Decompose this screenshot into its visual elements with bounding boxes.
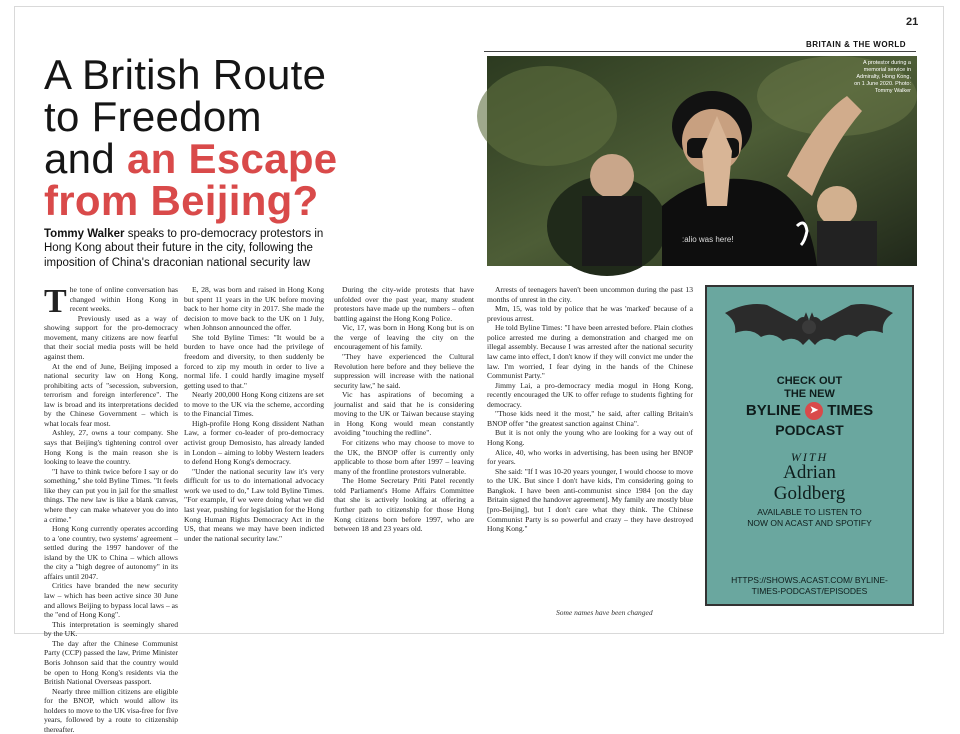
paragraph: During the city-wide protests that have unfolded over the past year, many student protestors have made up the numbers – often battling against the Hong Kong Police. [334, 285, 474, 323]
article-columns-2-3 [184, 285, 474, 633]
headline-line-4-red: from Beijing? [44, 177, 319, 224]
paragraph: The day after the Chinese Communist Party (CCP) passed the law, Prime Minister Boris Johnson said that the country would be open to Hong Kong's residents via the British National Overseas passport. [44, 638, 178, 687]
paragraph: "They have experienced the Cultural Revolution here before and they believe the suppression will increase with the national security law," he said. [334, 351, 474, 390]
paragraph: High-profile Hong Kong dissident Nathan Law, a former co-leader of pro-democracy activist group Demosisto, has already landed in London – aiming to lobby Western leaders to defend Hong Kong's democracy. [184, 418, 324, 467]
ad-url-link[interactable]: HTTPS://SHOWS.ACAST.COM/ BYLINE-TIMES-PODCAST/EPISODES [731, 575, 888, 597]
article-column-1 [44, 283, 178, 734]
section-rule [484, 51, 916, 52]
ad-podcast-label: PODCAST [775, 422, 844, 438]
paragraph: He told Byline Times: "I have been arrested before. Plain clothes police arrested me during a demonstration and charged me on illegal assembly. Because I was arrested after the national security law came into effect, I don't know if they will convict me under the law. I'm worried, I fear dying in the hands of the Chinese Communist Party." [487, 323, 693, 381]
page-number: 21 [906, 16, 919, 28]
ad-host-name: Adrian Goldberg [773, 462, 846, 504]
photo-caption: A protestor during a memorial service in Admiralty, Hong Kong, on 1 June 2020. Photo: Tommy Walker [854, 60, 911, 94]
paragraph: The Home Secretary Priti Patel recently told Parliament's Home Affairs Committee that she is actively looking at offering a further path to citizenship for those Hong Kong citizens born before 1997, who are between 18 and 23 years old. [334, 476, 474, 534]
standfirst [44, 227, 344, 270]
bat-icon [707, 291, 912, 371]
play-icon: ➤ [805, 402, 823, 420]
paragraph: She told Byline Times: "It would be a burden to have once had the privilege of freedom and diversity, to then suddenly be forced to zip my mouth in order to live a normal life. I could hardly imagine myself getting used to that." [184, 332, 324, 390]
paragraph: Vic, 17, was born in Hong Kong but is on the verge of leaving the city on the encouragement of his family. [334, 323, 474, 352]
svg-text::alio was here!: :alio was here! [682, 235, 734, 244]
paragraph: Previously used as a way of showing support for the pro-democracy movement, many citizens are now fearful that their social media posts will be held against them. [44, 313, 178, 361]
ad-with-label: WITH [790, 450, 829, 464]
paragraph: Nearly three million citizens are eligible for the BNOP, which would allow its holders to move to the UK visa-free for five years, followed by a route to citizenship thereafter. [44, 686, 178, 734]
paragraph: Arrests of teenagers haven't been uncommon during the past 13 months of unrest in the city. [487, 285, 693, 304]
paragraph: At the end of June, Beijing imposed a national security law on Hong Kong, prohibiting acts of "secession, subversion, terrorism and foreign interference". The law is broad and its interpretations decided by the Chinese Government – which is what locals fear most. [44, 361, 178, 428]
paragraph: "Those kids need it the most," he said, after calling Britain's BNOP offer "the greatest sanction against China". [487, 409, 693, 428]
article-headline [44, 51, 474, 224]
section-label: BRITAIN & THE WORLD [806, 40, 907, 49]
drop-cap: T [44, 283, 67, 320]
paragraph: "Under the national security law it's very difficult for us to do international advocacy work we used to do," Law told Byline Times. "For example, if we were doing what we did last year, pushing for legislation for the Hong Kong Human Rights Democracy Act in the US, that means we may have been indicted under the national security law." [184, 466, 324, 543]
article-column-4 [487, 285, 693, 605]
paragraph: The tone of online conversation has changed within Hong Kong in recent weeks. [44, 283, 178, 320]
paragraph: Ashley, 27, owns a tour company. She says that Beijing's tightening control over Hong Kong is the main reason she is looking to leave the country. [44, 428, 178, 467]
author-name: Tommy Walker [44, 228, 125, 240]
podcast-advertisement[interactable] [705, 285, 914, 606]
paragraph: "I have to think twice before I say or do something," she told Byline Times. "It feels like they can put you in jail for the smallest things. The new law is like a blank canvas, where they can make whatever you do into a crime." [44, 466, 178, 524]
paragraph: Vic has aspirations of becoming a journalist and said that he is considering moving to the UK or Taiwan because staying in Hong Kong would mean constantly avoiding "touching the redline". [334, 390, 474, 438]
headline-line-3-red: an Escape [126, 135, 338, 182]
paragraph: But it is not only the young who are looking for a way out of Hong Kong. [487, 428, 693, 447]
protestor-photo [487, 56, 917, 266]
ad-checkout-text: CHECK OUT THE NEW [776, 375, 843, 400]
paragraph: E, 28, was born and raised in Hong Kong but spent 11 years in the UK before moving back to her home city in 2017. She made the decision to move back to the UK on 1 July, when Johnson announced the offer. [184, 285, 324, 333]
ad-brand: BYLINE ➤ TIMES [745, 402, 874, 419]
paragraph: Jimmy Lai, a pro-democracy media mogul in Hong Kong, recently encouraged the UK to offer refuge to students fighting for democracy. [487, 380, 693, 409]
ad-availability: AVAILABLE TO LISTEN TO NOW ON ACAST AND SPOTIFY [747, 507, 872, 529]
headline-line-1: A British Route [44, 51, 327, 98]
standfirst-text: speaks to pro-democracy protestors in Hong Kong about their future in the city, following the imposition of China's draconian national security law [44, 228, 324, 269]
paragraph: Alice, 40, who works in advertising, has been using her BNOP for years. [487, 447, 693, 467]
paragraph: Critics have branded the new security law – which has been active since 30 June and allows Beijing to bypass local laws – as the "end of Hong Kong". [44, 581, 178, 620]
paragraph: This interpretation is seemingly shared by the UK. [44, 619, 178, 639]
paragraph: Mm, 15, was told by police that he was 'marked' because of a previous arrest. [487, 304, 693, 323]
headline-line-3-plain: and [44, 135, 127, 182]
headline-line-2: to Freedom [44, 93, 262, 140]
paragraph: For citizens who may choose to move to the UK, the BNOP offer is currently only applicable to those born after 1997 – leaving many of the frontline protestors vulnerable. [334, 438, 474, 476]
paragraph: She said: "If I was 10-20 years younger, I would choose to move to the UK. But since I don't have kids, I'm considering going to Bangkok. I have been anti-communist since 1984 [on the day Britain signed the handover agreement]. My family are mostly blue [pro-Beijing], but I don't care what they think. The Chinese Communist Party is so powerful and crazy – they have destroyed Hong Kong." [487, 466, 693, 534]
names-changed-note: Some names have been changed [556, 608, 653, 617]
paragraph: Hong Kong currently operates according to a 'one country, two systems' agreement – settled during the 1997 handover of the island by the UK to China – which allows the city a "high degree of autonomy" in its affairs until 2047. [44, 524, 178, 581]
paragraph: Nearly 200,000 Hong Kong citizens are set to move to the UK via the scheme, according to the Financial Times. [184, 390, 324, 419]
